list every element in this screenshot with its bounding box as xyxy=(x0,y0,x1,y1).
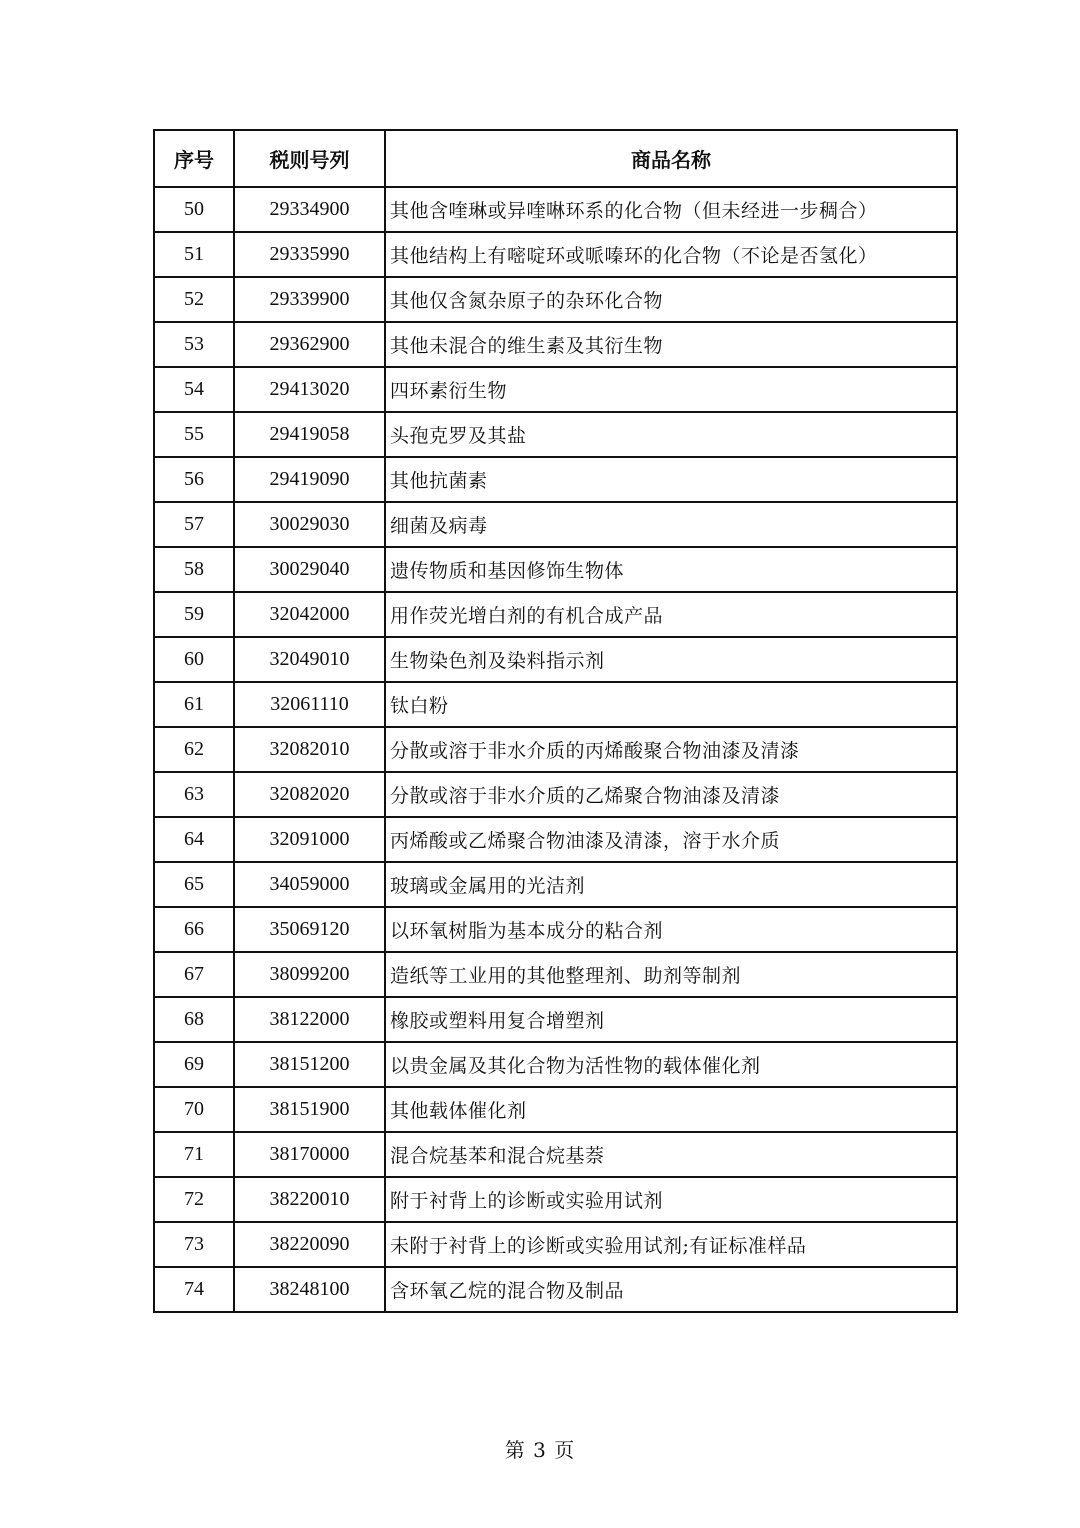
header-row xyxy=(154,130,957,187)
row-code-cell: 32042000 xyxy=(234,592,385,637)
row-name-cell: 以环氧树脂为基本成分的粘合剂 xyxy=(385,907,957,952)
row-code-cell: 32082010 xyxy=(234,727,385,772)
table-row xyxy=(154,862,957,907)
table-body xyxy=(154,187,957,1312)
row-seq-cell: 61 xyxy=(154,682,234,727)
table-row xyxy=(154,1042,957,1087)
row-name-cell: 四环素衍生物 xyxy=(385,367,957,412)
table-header xyxy=(154,130,957,187)
table-row xyxy=(154,817,957,862)
row-seq-cell: 54 xyxy=(154,367,234,412)
table-row xyxy=(154,412,957,457)
row-name-cell: 分散或溶于非水介质的丙烯酸聚合物油漆及清漆 xyxy=(385,727,957,772)
row-seq-cell: 55 xyxy=(154,412,234,457)
table-row xyxy=(154,997,957,1042)
row-seq-cell: 73 xyxy=(154,1222,234,1267)
row-name-cell: 其他抗菌素 xyxy=(385,457,957,502)
table-row xyxy=(154,547,957,592)
table-row xyxy=(154,1132,957,1177)
row-name-cell: 含环氧乙烷的混合物及制品 xyxy=(385,1267,957,1312)
table-row xyxy=(154,727,957,772)
row-seq-cell: 56 xyxy=(154,457,234,502)
row-code-cell: 32091000 xyxy=(234,817,385,862)
tariff-table xyxy=(153,129,958,1313)
row-name-cell: 头孢克罗及其盐 xyxy=(385,412,957,457)
header-name: 商品名称 xyxy=(385,130,957,187)
row-code-cell: 34059000 xyxy=(234,862,385,907)
row-name-cell: 未附于衬背上的诊断或实验用试剂;有证标准样品 xyxy=(385,1222,957,1267)
row-code-cell: 32049010 xyxy=(234,637,385,682)
row-name-cell: 造纸等工业用的其他整理剂、助剂等制剂 xyxy=(385,952,957,997)
row-seq-cell: 58 xyxy=(154,547,234,592)
table-row xyxy=(154,277,957,322)
table-row xyxy=(154,1222,957,1267)
table-row xyxy=(154,1087,957,1132)
header-seq: 序号 xyxy=(154,130,234,187)
row-code-cell: 38220010 xyxy=(234,1177,385,1222)
table-row xyxy=(154,772,957,817)
row-code-cell: 29419058 xyxy=(234,412,385,457)
table-row xyxy=(154,1267,957,1312)
row-code-cell: 29413020 xyxy=(234,367,385,412)
row-seq-cell: 69 xyxy=(154,1042,234,1087)
row-seq-cell: 65 xyxy=(154,862,234,907)
row-code-cell: 29334900 xyxy=(234,187,385,232)
table-row xyxy=(154,682,957,727)
row-seq-cell: 72 xyxy=(154,1177,234,1222)
row-code-cell: 38170000 xyxy=(234,1132,385,1177)
row-name-cell: 其他载体催化剂 xyxy=(385,1087,957,1132)
row-name-cell: 玻璃或金属用的光洁剂 xyxy=(385,862,957,907)
row-code-cell: 29335990 xyxy=(234,232,385,277)
row-name-cell: 以贵金属及其化合物为活性物的载体催化剂 xyxy=(385,1042,957,1087)
row-code-cell: 38122000 xyxy=(234,997,385,1042)
row-seq-cell: 64 xyxy=(154,817,234,862)
row-code-cell: 38220090 xyxy=(234,1222,385,1267)
row-code-cell: 29362900 xyxy=(234,322,385,367)
row-seq-cell: 74 xyxy=(154,1267,234,1312)
row-code-cell: 32061110 xyxy=(234,682,385,727)
table-row xyxy=(154,592,957,637)
row-seq-cell: 57 xyxy=(154,502,234,547)
table-row xyxy=(154,637,957,682)
row-name-cell: 橡胶或塑料用复合增塑剂 xyxy=(385,997,957,1042)
page-number: 第 3 页 xyxy=(504,1438,576,1462)
row-name-cell: 附于衬背上的诊断或实验用试剂 xyxy=(385,1177,957,1222)
row-code-cell: 30029030 xyxy=(234,502,385,547)
table-row xyxy=(154,502,957,547)
row-name-cell: 其他未混合的维生素及其衍生物 xyxy=(385,322,957,367)
row-seq-cell: 53 xyxy=(154,322,234,367)
row-seq-cell: 67 xyxy=(154,952,234,997)
row-code-cell: 29419090 xyxy=(234,457,385,502)
row-seq-cell: 66 xyxy=(154,907,234,952)
row-name-cell: 分散或溶于非水介质的乙烯聚合物油漆及清漆 xyxy=(385,772,957,817)
row-seq-cell: 60 xyxy=(154,637,234,682)
table-row xyxy=(154,187,957,232)
row-seq-cell: 63 xyxy=(154,772,234,817)
row-name-cell: 丙烯酸或乙烯聚合物油漆及清漆，溶于水介质 xyxy=(385,817,957,862)
row-code-cell: 30029040 xyxy=(234,547,385,592)
row-seq-cell: 51 xyxy=(154,232,234,277)
table-row xyxy=(154,457,957,502)
row-seq-cell: 68 xyxy=(154,997,234,1042)
row-code-cell: 32082020 xyxy=(234,772,385,817)
table-row xyxy=(154,1177,957,1222)
row-seq-cell: 50 xyxy=(154,187,234,232)
row-seq-cell: 71 xyxy=(154,1132,234,1177)
row-name-cell: 遗传物质和基因修饰生物体 xyxy=(385,547,957,592)
row-name-cell: 生物染色剂及染料指示剂 xyxy=(385,637,957,682)
row-code-cell: 38151900 xyxy=(234,1087,385,1132)
row-seq-cell: 62 xyxy=(154,727,234,772)
table-row xyxy=(154,907,957,952)
row-seq-cell: 59 xyxy=(154,592,234,637)
row-code-cell: 38248100 xyxy=(234,1267,385,1312)
row-code-cell: 35069120 xyxy=(234,907,385,952)
row-name-cell: 其他仅含氮杂原子的杂环化合物 xyxy=(385,277,957,322)
row-code-cell: 29339900 xyxy=(234,277,385,322)
row-code-cell: 38099200 xyxy=(234,952,385,997)
row-name-cell: 其他结构上有嘧啶环或哌嗪环的化合物（不论是否氢化） xyxy=(385,232,957,277)
row-seq-cell: 70 xyxy=(154,1087,234,1132)
row-name-cell: 用作荧光增白剂的有机合成产品 xyxy=(385,592,957,637)
row-seq-cell: 52 xyxy=(154,277,234,322)
row-name-cell: 钛白粉 xyxy=(385,682,957,727)
header-code: 税则号列 xyxy=(234,130,385,187)
table-row xyxy=(154,952,957,997)
row-code-cell: 38151200 xyxy=(234,1042,385,1087)
row-name-cell: 混合烷基苯和混合烷基萘 xyxy=(385,1132,957,1177)
row-name-cell: 细菌及病毒 xyxy=(385,502,957,547)
row-name-cell: 其他含喹琳或异喹啉环系的化合物（但未经进一步稠合） xyxy=(385,187,957,232)
table-row xyxy=(154,232,957,277)
table-row xyxy=(154,322,957,367)
table-row xyxy=(154,367,957,412)
